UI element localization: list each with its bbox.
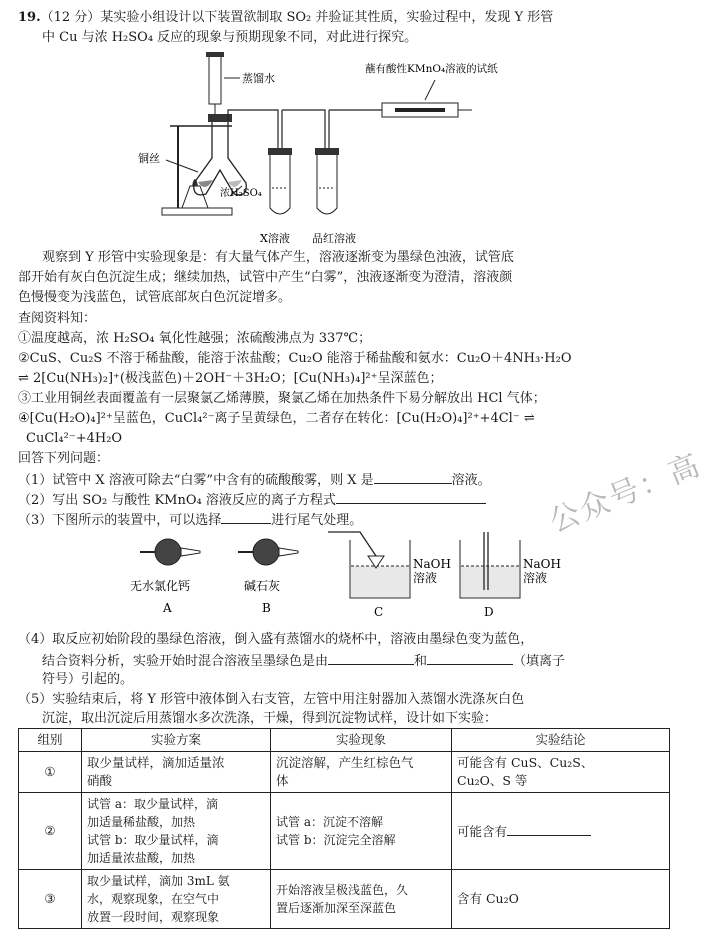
observation-line-2: 部开始有灰白色沉淀生成；继续加热，试管中产生“白雾”，浊液逐渐变为澄清，溶液颜 — [18, 270, 513, 285]
q1-answer-blank[interactable] — [374, 469, 452, 484]
device-a — [130, 539, 200, 615]
label-fuchsin-solution: 品红溶液 — [312, 232, 356, 245]
q4-answer-blank-2[interactable] — [427, 650, 513, 665]
info-title: 查阅资料知： — [18, 311, 97, 326]
q3-answer-blank[interactable] — [221, 509, 271, 524]
q4-text-a: 结合资料分析，实验开始时混合溶液呈墨绿色是由 — [42, 654, 329, 669]
row-1-conclusion-line: 可能含有 CuS、Cu₂S、 — [457, 755, 594, 770]
tail-gas-devices — [130, 528, 570, 628]
row-3-plan — [82, 870, 271, 929]
row-2-result-line: 试管 b：沉淀完全溶解 — [276, 833, 396, 847]
observation-line-3: 色慢慢变为浅蓝色，试管底部灰白色沉淀增多。 — [18, 290, 292, 305]
label-distilled-water: 蒸馏水 — [242, 72, 275, 85]
q2 — [18, 489, 486, 510]
row-1-plan-line: 取少量试样，滴加适量浓 — [87, 755, 225, 770]
row-3-result-line: 置后逐渐加深至深蓝色 — [276, 901, 397, 915]
device-c — [328, 532, 451, 619]
device-d-letter: D — [484, 605, 494, 619]
row-2-plan-line: 试管 a：取少量试样，滴 — [87, 797, 218, 811]
device-c-label-1: NaOH — [413, 557, 451, 571]
q4-answer-blank-1[interactable] — [328, 650, 414, 665]
header-plan: 实验方案 — [82, 729, 271, 752]
info-item-1: ①温度越高，浓 H₂SO₄ 氧化性越强；浓硫酸沸点为 337℃； — [18, 331, 372, 346]
q5-line-2: 沉淀，取出沉淀后用蒸馏水多次洗涤，干燥，得到沉淀物试样，设计如下实验： — [42, 711, 498, 726]
device-c-letter: C — [374, 605, 384, 619]
row-3-plan-line: 水，观察现象，在空气中 — [87, 892, 220, 906]
question-score: （12 分） — [40, 10, 101, 25]
row-2-result-line: 试管 a：沉淀不溶解 — [276, 815, 383, 829]
row-1-plan — [82, 752, 271, 793]
experiment-table — [18, 728, 670, 929]
row-3-result-line: 开始溶液呈极浅蓝色，久 — [276, 883, 409, 897]
header-result: 实验现象 — [271, 729, 452, 752]
device-b-label: 碱石灰 — [244, 579, 281, 593]
row-3-plan-line: 取少量试样，滴加 3mL 氨 — [87, 874, 230, 888]
q4-text-b: 和 — [414, 654, 428, 669]
device-d-label-2: 溶液 — [523, 571, 548, 585]
row-1-conclusion — [452, 752, 670, 793]
row-2-conclusion-text: 可能含有 — [457, 824, 508, 839]
q4-line-2 — [42, 650, 565, 671]
info-item-4b: CuCl₄²⁻+4H₂O — [26, 431, 123, 446]
device-c-label-2: 溶液 — [413, 571, 438, 585]
question-intro-1: 某实验小组设计以下装置欲制取 SO₂ 并验证其性质，实验过程中，发现 Y 形管 — [100, 10, 554, 25]
table-row — [19, 752, 670, 793]
observation-line-1: 观察到 Y 形管中实验现象是：有大量气体产生，溶液逐渐变为墨绿色浊液，试管底 — [42, 250, 514, 265]
table-header-row — [19, 729, 670, 752]
row-1-id: ① — [19, 752, 82, 793]
watermark-text: 公众号：高 — [544, 447, 706, 540]
label-copper-wire: 铜丝 — [138, 152, 160, 165]
row-2-conclusion — [452, 793, 670, 870]
header-group: 组别 — [19, 729, 82, 752]
q2-text: （2）写出 SO₂ 与酸性 KMnO₄ 溶液反应的离子方程式 — [18, 493, 336, 508]
row-2-plan-line: 试管 b：取少量试样，滴 — [87, 833, 219, 847]
q2-answer-blank[interactable] — [336, 489, 486, 504]
table-row — [19, 870, 670, 929]
info-item-2a: ②CuS、Cu₂S 不溶于稀盐酸，能溶于浓盐酸；Cu₂O 能溶于稀盐酸和氨水：Cu₂O＋4NH₃·H₂O — [18, 351, 572, 366]
question-number: 19. — [18, 10, 41, 25]
table-row — [19, 793, 670, 870]
row-2-plan-line: 加适量稀盐酸，加热 — [87, 815, 196, 829]
q1 — [18, 469, 491, 490]
row-2-id: ② — [19, 793, 82, 870]
device-b — [238, 539, 298, 615]
q4-text-c: （填离子 — [513, 654, 566, 669]
label-kmno4-paper: 蘸有酸性KMnO₄溶液的试纸 — [365, 63, 498, 75]
row-2-result — [271, 793, 452, 870]
row-3-result — [271, 870, 452, 929]
row-3-id: ③ — [19, 870, 82, 929]
device-a-letter: A — [163, 601, 172, 615]
device-d — [460, 532, 561, 619]
q4-line-1: （4）取反应初始阶段的墨绿色溶液，倒入盛有蒸馏水的烧杯中，溶液由墨绿色变为蓝色， — [18, 632, 534, 647]
row-1-result-line: 沉淀溶解，产生红棕色气 — [276, 755, 414, 770]
device-d-label-1: NaOH — [523, 557, 561, 571]
q4-line-3: 符号）引起的。 — [42, 672, 134, 687]
device-b-letter: B — [262, 601, 271, 615]
q3-text-b: 进行尾气处理。 — [271, 513, 363, 528]
row-3-plan-line: 放置一段时间，观察现象 — [87, 910, 220, 924]
q5-line-1: （5）实验结束后，将 Y 形管中液体倒入右支管，左管中用注射器加入蒸馏水洗涤灰白色 — [18, 692, 525, 707]
info-item-4a: ④[Cu(H₂O)₄]²⁺呈蓝色，CuCl₄²⁻离子呈黄绿色，二者存在转化：[Cu(H₂O)₄]²⁺+4Cl⁻ ⇌ — [18, 411, 535, 426]
row-3-conclusion: 含有 Cu₂O — [452, 870, 670, 929]
answer-title: 回答下列问题： — [18, 451, 110, 466]
q1-text-b: 溶液。 — [451, 473, 491, 488]
header-conclusion: 实验结论 — [452, 729, 670, 752]
info-item-3: ③工业用铜丝表面覆盖有一层聚氯乙烯薄膜，聚氯乙烯在加热条件下易分解放出 HCl 气体； — [18, 391, 546, 406]
label-x-solution: X溶液 — [260, 232, 290, 245]
row-1-plan-line: 硝酸 — [87, 773, 113, 788]
q3-text-a: （3）下图所示的装置中，可以选择 — [18, 513, 222, 528]
row-1-result-line: 体 — [276, 773, 289, 788]
device-a-label: 无水氯化钙 — [130, 579, 191, 593]
q1-text-a: （1）试管中 X 溶液可除去“白雾”中含有的硫酸酸雾，则 X 是 — [18, 473, 374, 488]
question-header — [18, 8, 553, 27]
q3 — [18, 509, 362, 530]
info-item-2b: ⇌ 2[Cu(NH₃)₂]⁺(极浅蓝色)＋2OH⁻＋3H₂O；[Cu(NH₃)₄]²⁺呈深蓝色； — [18, 371, 443, 386]
row-2-answer-blank[interactable] — [507, 821, 591, 836]
row-2-plan-line: 加适量浓盐酸，加热 — [87, 851, 196, 865]
row-1-result — [271, 752, 452, 793]
apparatus-diagram — [120, 48, 498, 248]
question-intro-2: 中 Cu 与浓 H₂SO₄ 反应的现象与预期现象不同，对此进行探究。 — [42, 30, 418, 45]
row-1-conclusion-line: Cu₂O、S 等 — [457, 773, 528, 788]
label-conc-acid: 浓H₂SO₄ — [220, 188, 262, 199]
row-2-plan — [82, 793, 271, 870]
